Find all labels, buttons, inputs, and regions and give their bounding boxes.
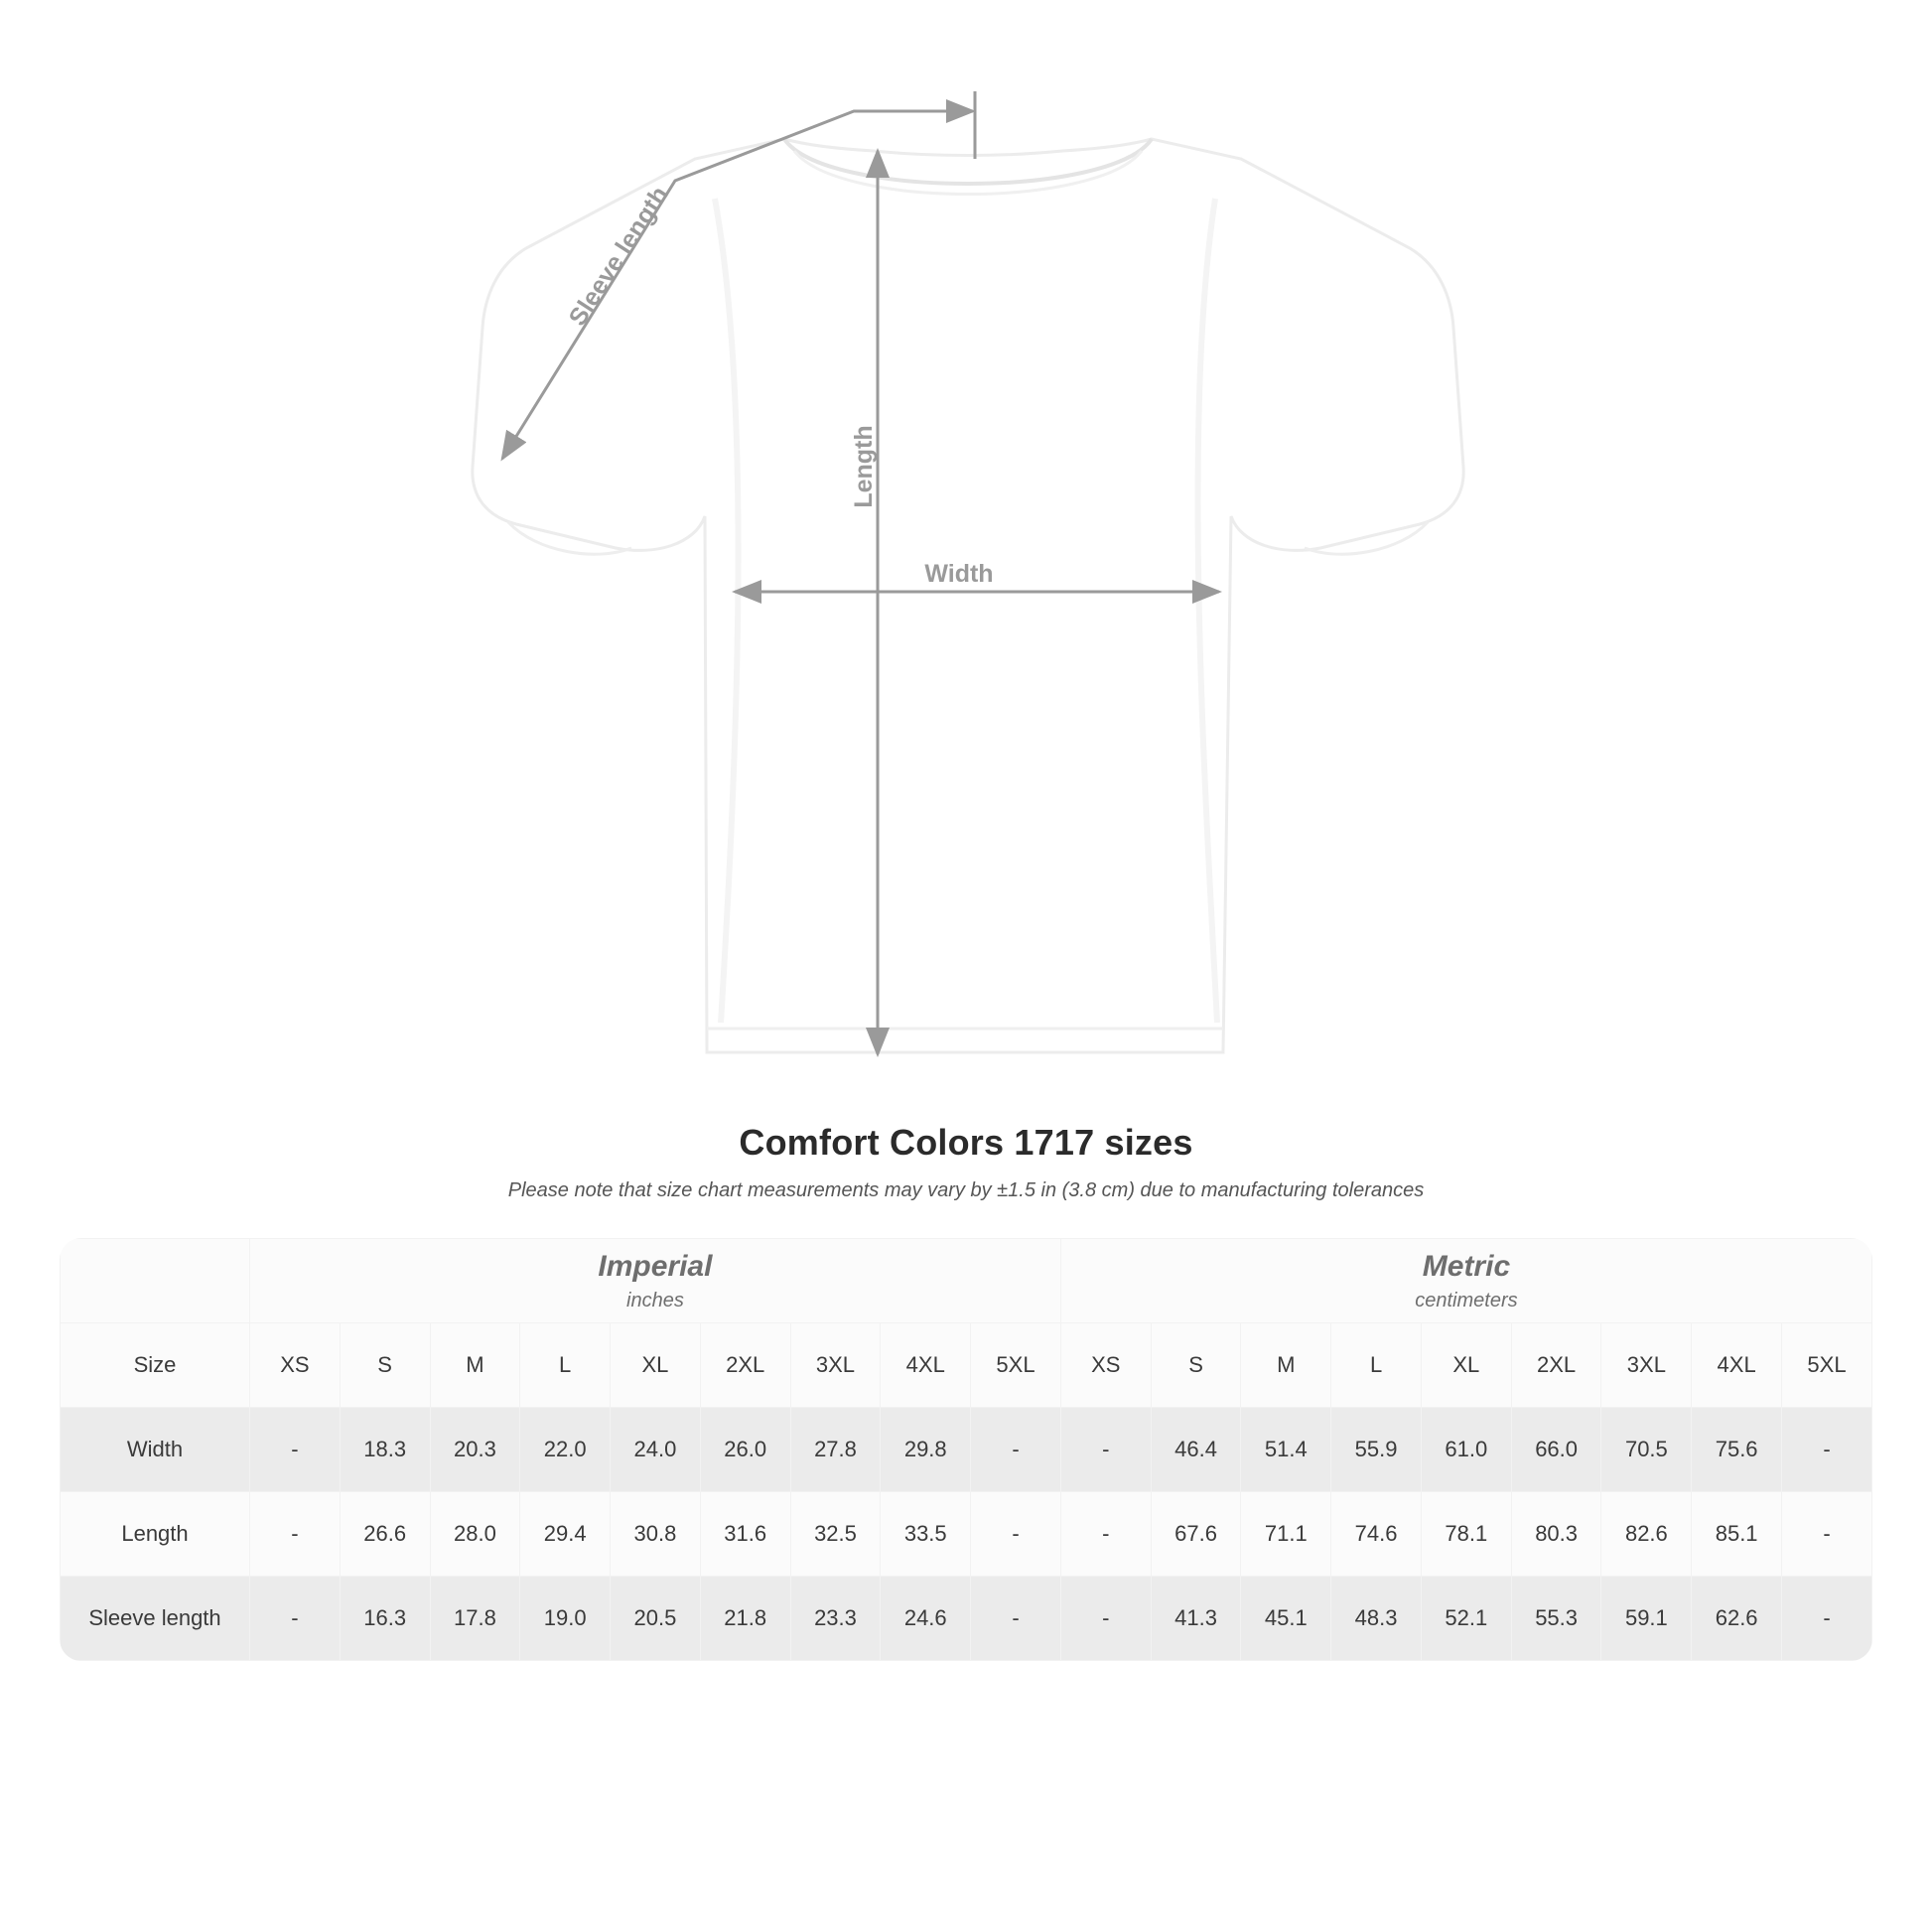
size-header-cell: 3XL xyxy=(790,1323,881,1408)
measurement-cell-imperial: - xyxy=(250,1492,341,1577)
measurement-cell-metric: 55.3 xyxy=(1511,1577,1601,1661)
measurement-cell-metric: 71.1 xyxy=(1241,1492,1331,1577)
row-label: Length xyxy=(61,1492,250,1577)
measurement-cell-imperial: 28.0 xyxy=(430,1492,520,1577)
measurement-cell-imperial: 23.3 xyxy=(790,1577,881,1661)
sleeve-length-label: Sleeve length xyxy=(563,181,674,332)
measurement-cell-imperial: 22.0 xyxy=(520,1408,611,1492)
size-header-cell: XL xyxy=(1421,1323,1511,1408)
measurement-cell-metric: 85.1 xyxy=(1692,1492,1782,1577)
table-row xyxy=(61,1492,1872,1577)
size-header-cell: M xyxy=(430,1323,520,1408)
measurement-cell-imperial: - xyxy=(971,1408,1061,1492)
size-header-cell: 4XL xyxy=(881,1323,971,1408)
unit-header-metric xyxy=(1060,1239,1871,1323)
measurement-cell-imperial: 33.5 xyxy=(881,1492,971,1577)
measurement-cell-imperial: 29.8 xyxy=(881,1408,971,1492)
unit-header-row xyxy=(61,1239,1872,1323)
size-header-cell: XS xyxy=(250,1323,341,1408)
measurement-cell-metric: - xyxy=(1060,1577,1151,1661)
table-row xyxy=(61,1577,1872,1661)
size-header-cell: 5XL xyxy=(971,1323,1061,1408)
size-header-cell: 3XL xyxy=(1601,1323,1692,1408)
measurement-cell-metric: 75.6 xyxy=(1692,1408,1782,1492)
measurement-cell-imperial: 29.4 xyxy=(520,1492,611,1577)
size-header-cell: XS xyxy=(1060,1323,1151,1408)
measurement-cell-metric: 55.9 xyxy=(1331,1408,1422,1492)
measurement-cell-imperial: 30.8 xyxy=(611,1492,701,1577)
size-header-row xyxy=(61,1323,1872,1408)
measurement-cell-metric: - xyxy=(1782,1577,1872,1661)
measurement-cell-imperial: 17.8 xyxy=(430,1577,520,1661)
measurement-cell-imperial: 21.8 xyxy=(700,1577,790,1661)
measurement-cell-metric: 78.1 xyxy=(1421,1492,1511,1577)
tolerance-note: Please note that size chart measurements may vary by ±1.5 in (3.8 cm) due to manufacturing tolerances xyxy=(507,1179,1425,1201)
measurement-cell-imperial: - xyxy=(971,1492,1061,1577)
measurement-cell-metric: 46.4 xyxy=(1151,1408,1241,1492)
measurement-cell-imperial: - xyxy=(250,1408,341,1492)
unit-subtitle: centimeters xyxy=(1415,1289,1518,1311)
unit-name: Imperial xyxy=(598,1249,713,1283)
size-header-cell: L xyxy=(1331,1323,1422,1408)
measurement-cell-imperial: 20.5 xyxy=(611,1577,701,1661)
size-header-cell: 2XL xyxy=(1511,1323,1601,1408)
measurement-cell-imperial: 27.8 xyxy=(790,1408,881,1492)
measurement-cell-imperial: 31.6 xyxy=(700,1492,790,1577)
size-header-cell: 4XL xyxy=(1692,1323,1782,1408)
size-table xyxy=(60,1238,1872,1661)
measurement-cell-metric: - xyxy=(1782,1408,1872,1492)
row-label: Width xyxy=(61,1408,250,1492)
measurement-cell-imperial: 26.0 xyxy=(700,1408,790,1492)
measurement-cell-imperial: 18.3 xyxy=(340,1408,430,1492)
unit-header-imperial xyxy=(250,1239,1061,1323)
chart-heading xyxy=(0,1122,1932,1202)
measurement-cell-metric: 70.5 xyxy=(1601,1408,1692,1492)
table-row xyxy=(61,1408,1872,1492)
page-title: Comfort Colors 1717 sizes xyxy=(739,1122,1193,1163)
measurement-cell-imperial: 24.0 xyxy=(611,1408,701,1492)
measurement-cell-imperial: 26.6 xyxy=(340,1492,430,1577)
measurement-cell-metric: - xyxy=(1060,1408,1151,1492)
size-header-cell: L xyxy=(520,1323,611,1408)
size-header-cell: S xyxy=(1151,1323,1241,1408)
measurement-cell-imperial: 19.0 xyxy=(520,1577,611,1661)
unit-name: Metric xyxy=(1422,1249,1511,1283)
size-header-cell: M xyxy=(1241,1323,1331,1408)
measurement-cell-imperial: 24.6 xyxy=(881,1577,971,1661)
measurement-cell-metric: 67.6 xyxy=(1151,1492,1241,1577)
measurement-cell-imperial: 20.3 xyxy=(430,1408,520,1492)
size-header-label: Size xyxy=(61,1323,250,1408)
measurement-cell-metric: 48.3 xyxy=(1331,1577,1422,1661)
measurement-cell-metric: 62.6 xyxy=(1692,1577,1782,1661)
size-table-container xyxy=(60,1238,1872,1661)
measurement-cell-metric: 51.4 xyxy=(1241,1408,1331,1492)
measurement-cell-imperial: 32.5 xyxy=(790,1492,881,1577)
measurement-cell-metric: 80.3 xyxy=(1511,1492,1601,1577)
measurement-cell-imperial: - xyxy=(250,1577,341,1661)
width-label: Width xyxy=(924,560,994,588)
measurement-cell-imperial: - xyxy=(971,1577,1061,1661)
size-header-cell: 5XL xyxy=(1782,1323,1872,1408)
table-corner-cell xyxy=(61,1239,250,1323)
measurement-cell-metric: 45.1 xyxy=(1241,1577,1331,1661)
unit-subtitle: inches xyxy=(626,1289,684,1311)
measurement-cell-metric: 52.1 xyxy=(1421,1577,1511,1661)
measurement-cell-metric: - xyxy=(1782,1492,1872,1577)
measurement-cell-imperial: 16.3 xyxy=(340,1577,430,1661)
measurement-cell-metric: 59.1 xyxy=(1601,1577,1692,1661)
size-header-cell: S xyxy=(340,1323,430,1408)
measurement-cell-metric: - xyxy=(1060,1492,1151,1577)
size-header-cell: XL xyxy=(611,1323,701,1408)
measurement-cell-metric: 61.0 xyxy=(1421,1408,1511,1492)
measurement-cell-metric: 66.0 xyxy=(1511,1408,1601,1492)
measurement-cell-metric: 82.6 xyxy=(1601,1492,1692,1577)
size-header-cell: 2XL xyxy=(700,1323,790,1408)
row-label: Sleeve length xyxy=(61,1577,250,1661)
measurement-cell-metric: 74.6 xyxy=(1331,1492,1422,1577)
measurement-cell-metric: 41.3 xyxy=(1151,1577,1241,1661)
length-label: Length xyxy=(850,425,878,508)
